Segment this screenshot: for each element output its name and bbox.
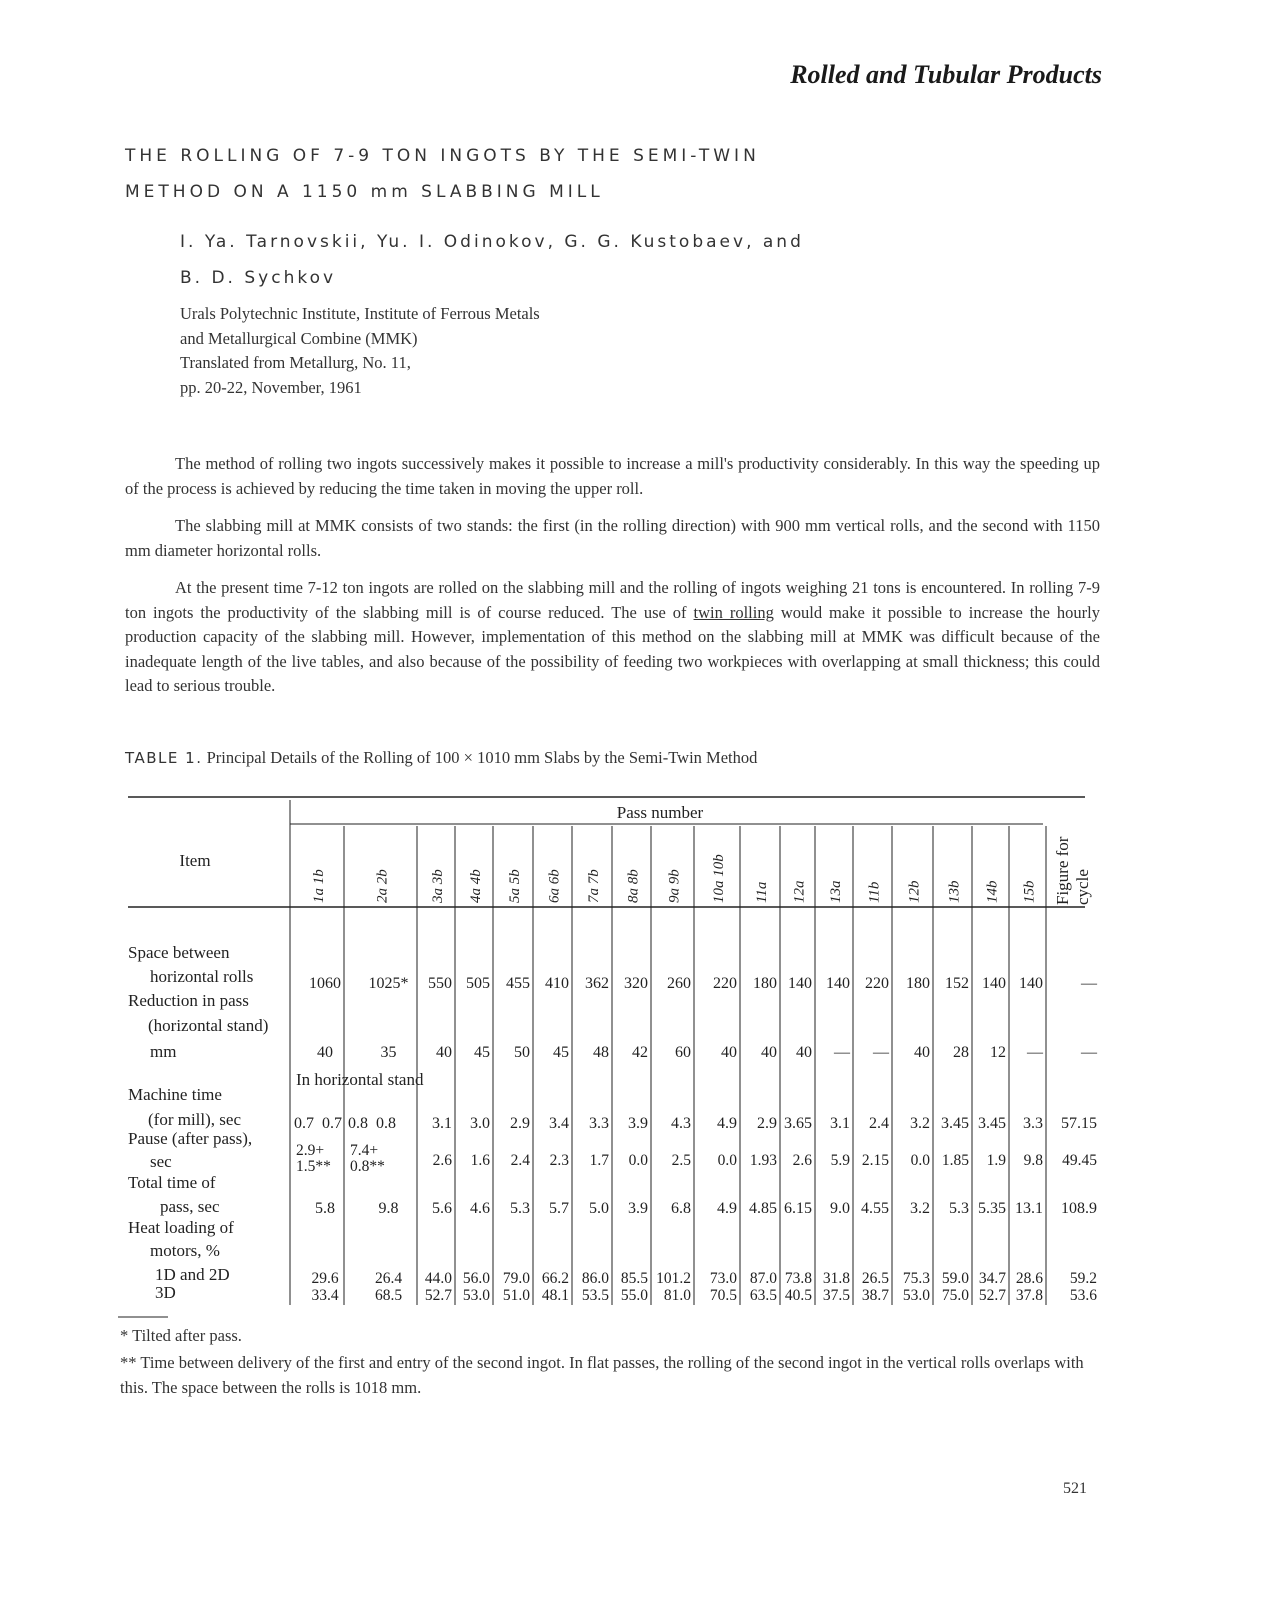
footnote-1: * Tilted after pass.: [120, 1326, 242, 1345]
pass-header-15: 12b: [906, 880, 923, 903]
table-cell-total: 5.35: [978, 1200, 1006, 1217]
pass-header-2: 2a 2b: [374, 869, 391, 903]
table-cells: [294, 975, 1098, 1304]
article-title-line-1: THE ROLLING OF 7-9 TON INGOTS BY THE SEMI-TWIN: [125, 146, 760, 166]
table-cell-reduction: 40: [721, 1044, 737, 1061]
table-cell-pause: 2.15: [861, 1152, 889, 1169]
table-cell-pause: 5.9: [830, 1152, 850, 1169]
table-cell-reduction: 45: [553, 1044, 569, 1061]
table-cell-reduction: 40: [796, 1044, 812, 1061]
row-label: (horizontal stand): [148, 1016, 269, 1035]
table-cell-space: 140: [1019, 975, 1043, 992]
table-cell-reduction: 40: [914, 1044, 930, 1061]
table-cell-machine: 2.9: [757, 1115, 777, 1132]
row-label: 3D: [155, 1283, 176, 1302]
table-cell-reduction: —: [1081, 1044, 1097, 1061]
table-cell-pause: 1.5**: [296, 1158, 331, 1175]
table-cell-heat_1d2d: 59.0: [941, 1270, 969, 1287]
table-cell-pause: 0.0: [910, 1152, 930, 1169]
table-cell-space: 455: [506, 975, 530, 992]
table-cell-total: 5.3: [949, 1200, 969, 1217]
row-label: pass, sec: [160, 1197, 220, 1216]
table-cell-heat_3d: 75.0: [941, 1287, 969, 1304]
table-cell-space: 505: [466, 975, 490, 992]
table-cell-machine: 2.9: [510, 1115, 530, 1132]
table-cell-reduction: 45: [474, 1044, 490, 1061]
figure-header-line-2: cycle: [1073, 869, 1092, 905]
table-cell-total: 9.0: [830, 1200, 850, 1217]
table-cell-total: 3.2: [910, 1200, 930, 1217]
table-cell-heat_3d: 48.1: [541, 1287, 569, 1304]
figure-header-line-1: Figure for: [1053, 836, 1072, 905]
table-cell-space: 550: [428, 975, 452, 992]
pass-header-12: 12a: [791, 880, 808, 903]
table-cell-total: 6.8: [671, 1200, 691, 1217]
table-cell-heat_1d2d: 59.2: [1069, 1270, 1097, 1287]
row-label: motors, %: [150, 1241, 220, 1260]
table-cell-heat_3d: 40.5: [784, 1287, 812, 1304]
pass-headers: [311, 854, 1038, 904]
table-cell-space: 260: [667, 975, 691, 992]
table-cell-space: 140: [788, 975, 812, 992]
table-cell-pause: 0.8**: [350, 1158, 385, 1175]
affiliation-line: Urals Polytechnic Institute, Institute of Ferrous Metals: [180, 304, 540, 323]
table-cell-pause: 2.4: [510, 1152, 530, 1169]
table-cell-machine: 2.4: [869, 1115, 889, 1132]
affiliation-line: and Metallurgical Combine (MMK): [180, 328, 418, 348]
pass-header-14: 11b: [866, 881, 883, 903]
table-cell-heat_1d2d: 87.0: [749, 1270, 777, 1287]
table-caption-text: Principal Details of the Rolling of 100 × 1010 mm Slabs by the Semi-Twin Method: [206, 748, 758, 767]
table-cell-heat_3d: 37.5: [822, 1287, 850, 1304]
pass-header-6: 6a 6b: [546, 869, 563, 903]
pass-header-18: 15b: [1021, 880, 1038, 903]
table-cell-pause: 1.9: [986, 1152, 1006, 1169]
table-cell-machine: 3.9: [628, 1115, 648, 1132]
table-cell-heat_3d: 55.0: [620, 1287, 648, 1304]
table-cell-pause: 9.8: [1023, 1152, 1043, 1169]
table-cell-space: —: [1081, 975, 1097, 992]
table-cell-heat_3d: 51.0: [502, 1287, 530, 1304]
row-labels: [128, 943, 268, 1302]
table-cell-heat_3d: 53.6: [1069, 1287, 1097, 1304]
in-horizontal-stand-label: In horizontal stand: [296, 1070, 424, 1089]
table-cell-heat_1d2d: 66.2: [541, 1270, 569, 1287]
table-cell-pause: 2.3: [549, 1152, 569, 1169]
footnote-2: ** Time between delivery of the first and entry of the second ingot. In flat passes, the rolling of the second ingot in the vertical rolls overlaps with this. The space between the rolls is 1018 mm.: [120, 1353, 1084, 1397]
pass-header-7: 7a 7b: [586, 869, 602, 903]
pass-header-10: 10a 10b: [711, 854, 727, 903]
row-label: Heat loading of: [128, 1218, 234, 1237]
table-cell-space: 220: [865, 975, 889, 992]
table-cell-machine: 3.3: [589, 1115, 609, 1132]
row-label: 1D and 2D: [155, 1265, 230, 1284]
pass-header-17: 14b: [984, 880, 1001, 903]
table-cell-heat_1d2d: 31.8: [822, 1270, 850, 1287]
table-cell-reduction: 60: [675, 1044, 691, 1061]
table-cell-machine: 4.3: [671, 1115, 691, 1132]
table-cell-heat_1d2d: 56.0: [462, 1270, 490, 1287]
table-cell-total: 4.85: [749, 1200, 777, 1217]
table-cell-heat_1d2d: 75.3: [902, 1270, 930, 1287]
table-cell-heat_3d: 68.5: [374, 1287, 403, 1304]
paragraph-2-text: The slabbing mill at MMK consists of two stands: the first (in the rolling direction) with 900 mm vertical rolls, and the second with 1150 mm diameter horizontal rolls.: [125, 516, 1100, 560]
table-cell-pause: 1.93: [749, 1152, 777, 1169]
table-cell-space: 180: [906, 975, 930, 992]
table-cell-space: 410: [545, 975, 569, 992]
table-cell-space: 140: [982, 975, 1006, 992]
table-cell-pause: 2.6: [792, 1152, 812, 1169]
table-cell-heat_3d: 52.7: [978, 1287, 1006, 1304]
table-cell-pause: 0.0: [717, 1152, 737, 1169]
table-cell-reduction: —: [1027, 1044, 1043, 1061]
table-cell-heat_1d2d: 26.4: [374, 1270, 403, 1287]
table-cell-space: 220: [713, 975, 737, 992]
table-cell-heat_1d2d: 26.5: [861, 1270, 889, 1287]
table-cell-heat_1d2d: 28.6: [1015, 1270, 1043, 1287]
table-cell-heat_3d: 53.0: [902, 1287, 930, 1304]
paragraph-1-text: The method of rolling two ingots successively makes it possible to increase a mill's productivity considerably. In this way the speeding up of the process is achieved by reducing the time taken in moving the upper roll.: [125, 454, 1100, 498]
row-label: sec: [150, 1152, 172, 1171]
table-cell-heat_3d: 63.5: [749, 1287, 777, 1304]
article-title-line-2: METHOD ON A 1150 mm SLABBING MILL: [125, 182, 604, 202]
authors-line-1: I. Ya. Tarnovskii, Yu. I. Odinokov, G. G. Kustobaev, and: [180, 232, 804, 252]
table-cell-pause: 1.85: [941, 1152, 969, 1169]
table-cell-heat_1d2d: 79.0: [502, 1270, 530, 1287]
paragraph-3-text-b: would make it possible to increase the hourly production capacity of the slabbing mill. However, implementation of this method on the slabbing mill at MMK was difficult because of the inadequate length of the live tables, and also because of the possibility of feeding two workpieces with overlapping at small thickness; this could lead to serious trouble.: [125, 602, 1101, 695]
pass-header-8: 8a 8b: [625, 869, 642, 903]
pass-number-header: Pass number: [616, 803, 704, 822]
table-cell-total: 5.0: [589, 1200, 609, 1217]
table-cell-machine: 0.7: [294, 1115, 314, 1132]
table-cell-space: 140: [826, 975, 850, 992]
table-cell-total: 4.6: [470, 1200, 490, 1217]
table-cell-reduction: 48: [593, 1044, 609, 1061]
page-number: 521: [1063, 1480, 1087, 1497]
table-cell-heat_3d: 81.0: [663, 1287, 691, 1304]
table-cell-heat_1d2d: 86.0: [581, 1270, 609, 1287]
table-cell-total: 108.9: [1061, 1200, 1097, 1217]
table-cell-reduction: 28: [953, 1044, 969, 1061]
table-cell-machine: 3.65: [784, 1115, 812, 1132]
pass-header-9: 9a 9b: [666, 869, 683, 903]
pass-header-13: 13a: [828, 880, 844, 903]
table-cell-total: 3.9: [628, 1200, 648, 1217]
pass-header-3: 3a 3b: [430, 869, 446, 903]
table-cell-machine: 3.1: [432, 1115, 452, 1132]
table-cell-reduction: 40: [436, 1044, 452, 1061]
table-cell-reduction: 42: [632, 1044, 648, 1061]
table-cell-reduction: 12: [990, 1044, 1006, 1061]
table-cell-pause: 49.45: [1062, 1152, 1097, 1169]
table-cell-total: 5.7: [549, 1200, 569, 1217]
table-cell-machine: 3.1: [830, 1115, 850, 1132]
table-cell-pause: 2.5: [671, 1152, 691, 1169]
table-cell-heat_1d2d: 29.6: [311, 1270, 339, 1287]
pass-header-5: 5a 5b: [507, 869, 523, 903]
table-cell-pause: 7.4+: [350, 1142, 379, 1159]
table-cell-machine: 3.2: [910, 1115, 930, 1132]
table-cell-machine: 0.8: [376, 1115, 396, 1132]
table-cell-total: 4.55: [861, 1200, 889, 1217]
table-cell-heat_3d: 52.7: [424, 1287, 452, 1304]
table-cell-total: 6.15: [784, 1200, 812, 1217]
table-cell-heat_1d2d: 101.2: [656, 1270, 691, 1287]
table-cell-reduction: 40: [317, 1044, 333, 1061]
table-cell-pause: 1.7: [589, 1152, 609, 1169]
table-cell-heat_3d: 37.8: [1015, 1287, 1043, 1304]
table-cell-heat_3d: 38.7: [861, 1287, 889, 1304]
table-cell-space: 152: [945, 975, 969, 992]
table-cell-heat_3d: 33.4: [311, 1287, 339, 1304]
table-cell-machine: 3.4: [549, 1115, 569, 1132]
table-cell-total: 13.1: [1015, 1200, 1043, 1217]
table-cell-machine: 57.15: [1061, 1115, 1097, 1132]
table-cell-heat_3d: 53.5: [581, 1287, 609, 1304]
table-cell-reduction: 40: [761, 1044, 777, 1061]
table-cell-space: 180: [753, 975, 777, 992]
paragraph-3-underlined: twin rolling: [693, 602, 774, 622]
row-label: horizontal rolls: [150, 967, 254, 986]
table-cell-pause: 0.0: [628, 1152, 648, 1169]
table-cell-space: 1060: [309, 975, 341, 992]
table-cell-heat_1d2d: 73.0: [709, 1270, 737, 1287]
table-cell-machine: 3.0: [470, 1115, 490, 1132]
table-cell-pause: 1.6: [470, 1152, 490, 1169]
table-cell-reduction: —: [873, 1044, 889, 1061]
row-label: Machine time: [128, 1085, 222, 1104]
paragraph-3-text-a: At the present time 7-12 ton ingots are rolled on the slabbing mill and the rolling of ingots weighing 21 tons is encountered. In rolling 7-9 ton ingots the productivity of the slabbing mill is of course reduced. The use of: [125, 578, 1100, 622]
authors-line-2: B. D. Sychkov: [180, 268, 337, 288]
table-caption-label: TABLE 1.: [125, 749, 203, 767]
table-cell-machine: 3.45: [978, 1115, 1006, 1132]
table-cell-space: 320: [624, 975, 648, 992]
table-cell-space: 1025*: [368, 975, 409, 992]
row-label: mm: [150, 1042, 177, 1061]
row-label: Total time of: [128, 1173, 216, 1192]
table-cell-machine: 0.8: [348, 1115, 368, 1132]
table-cell-heat_1d2d: 44.0: [424, 1270, 452, 1287]
pass-header-4: 4a 4b: [468, 869, 484, 903]
table-cell-heat_1d2d: 85.5: [620, 1270, 648, 1287]
pass-header-11: 11a: [754, 881, 770, 903]
table-cell-reduction: 50: [514, 1044, 530, 1061]
table-cell-total: 5.3: [510, 1200, 530, 1217]
table-cell-total: 9.8: [378, 1200, 399, 1217]
table-cell-pause: 2.6: [432, 1152, 452, 1169]
table-cell-machine: 4.9: [717, 1115, 737, 1132]
row-label: (for mill), sec: [148, 1110, 241, 1129]
table-cell-total: 5.8: [315, 1200, 335, 1217]
table-cell-reduction: 35: [380, 1044, 397, 1061]
item-header: Item: [179, 851, 211, 870]
table-cell-machine: 0.7: [322, 1115, 342, 1132]
pass-header-1: 1a 1b: [311, 869, 327, 903]
table-cell-space: 362: [585, 975, 609, 992]
affiliation-line: pp. 20-22, November, 1961: [180, 377, 362, 397]
table-cell-heat_1d2d: 73.8: [784, 1270, 812, 1287]
table-cell-heat_3d: 53.0: [462, 1287, 490, 1304]
affiliation-line: Translated from Metallurg, No. 11,: [180, 353, 411, 372]
row-label: Reduction in pass: [128, 991, 249, 1010]
table-cell-heat_1d2d: 34.7: [978, 1270, 1006, 1287]
row-label: Space between: [128, 943, 230, 962]
table-cell-machine: 3.45: [941, 1115, 969, 1132]
row-label: Pause (after pass),: [128, 1129, 253, 1148]
table-cell-pause: 2.9+: [296, 1142, 325, 1159]
table-cell-total: 5.6: [432, 1200, 452, 1217]
pass-header-16: 13b: [946, 880, 963, 903]
running-header: Rolled and Tubular Products: [790, 60, 1102, 89]
table-cell-machine: 3.3: [1023, 1115, 1043, 1132]
table-cell-heat_3d: 70.5: [709, 1287, 737, 1304]
table-cell-total: 4.9: [717, 1200, 737, 1217]
table-cell-reduction: —: [834, 1044, 850, 1061]
